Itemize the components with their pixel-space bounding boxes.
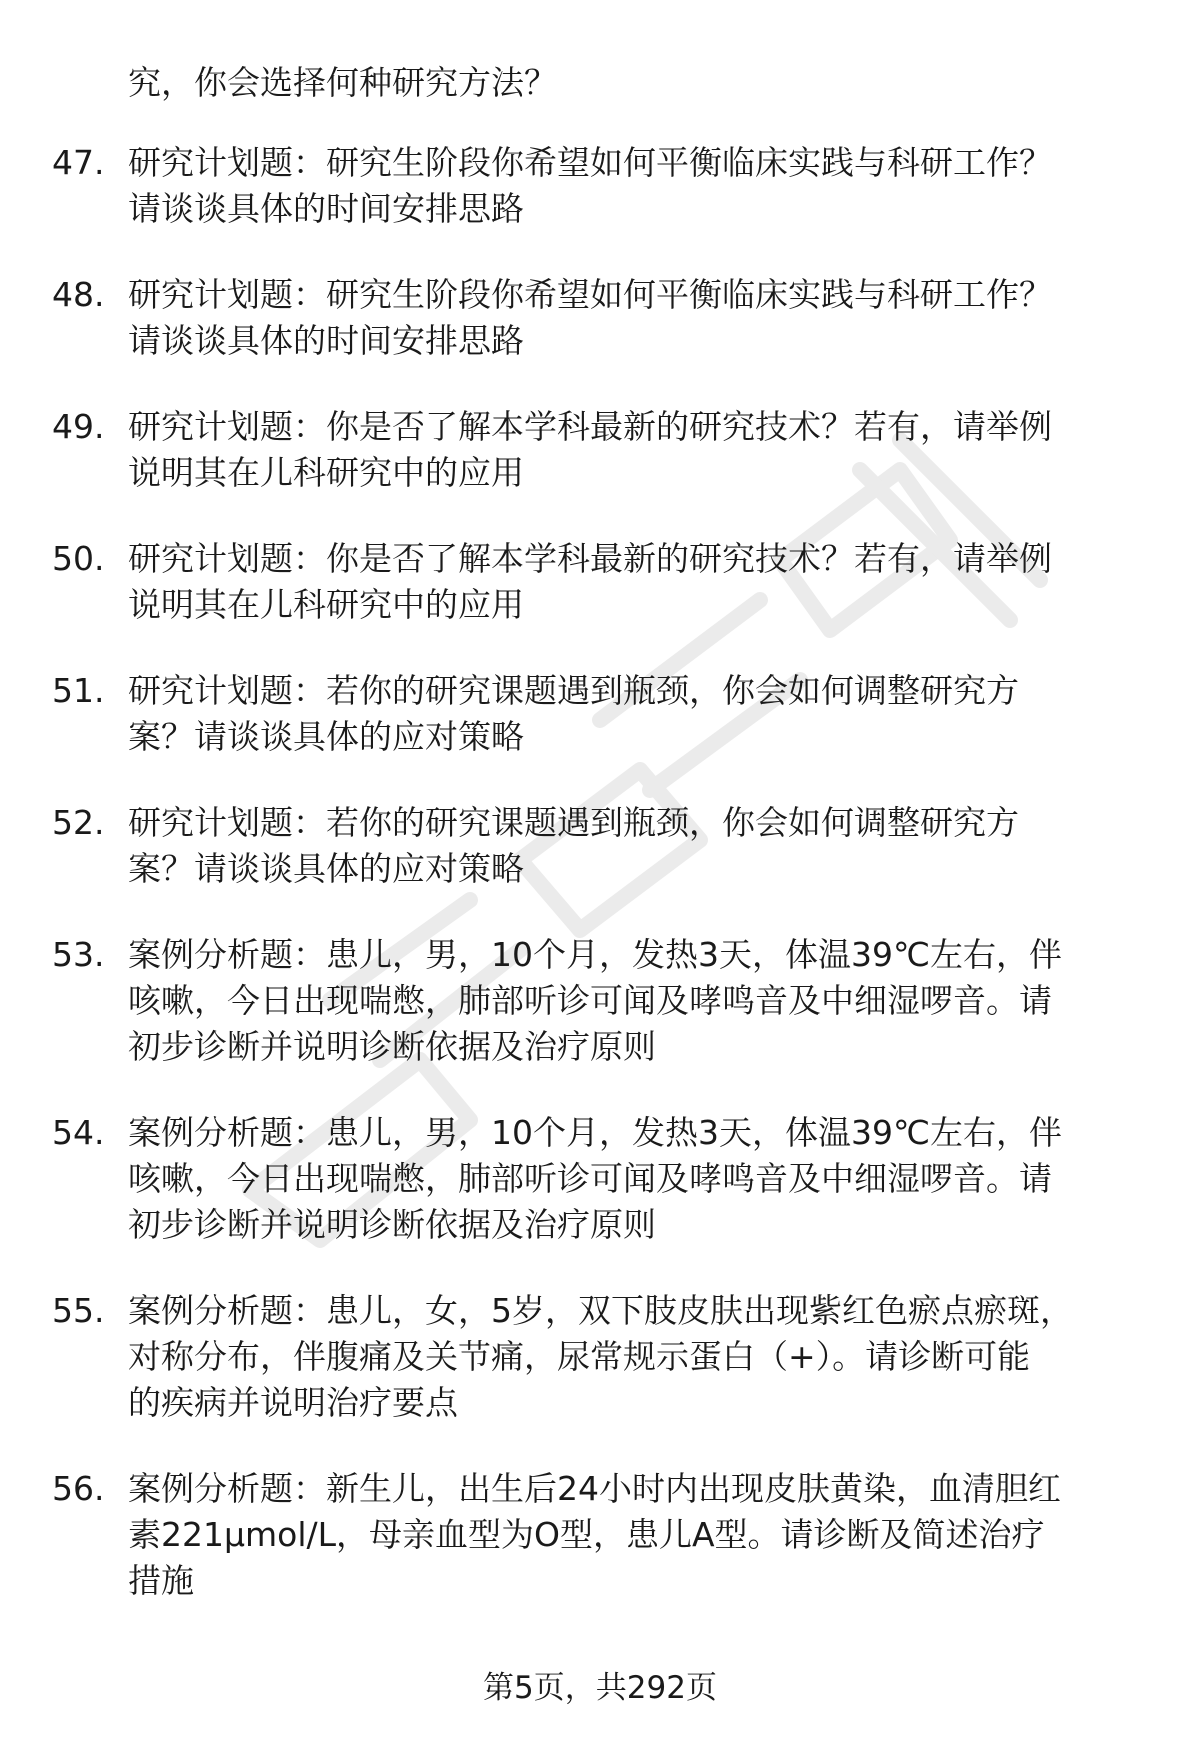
question-text-line: 咳嗽，今日出现喘憋，肺部听诊可闻及哮鸣音及中细湿啰音。请 <box>128 981 1052 1020</box>
question-text-line: 案例分析题：患儿，女，5岁，双下肢皮肤出现紫红色瘀点瘀斑， <box>128 1291 1073 1330</box>
question-text-line: 研究计划题：研究生阶段你希望如何平衡临床实践与科研工作？ <box>128 143 1052 182</box>
question-text <box>128 800 1153 892</box>
question-text <box>128 1288 1153 1426</box>
question-number: 55. <box>52 1291 105 1330</box>
question-text <box>128 272 1153 364</box>
question-number: 51. <box>52 671 105 710</box>
question-text <box>128 668 1153 760</box>
question-text-line: 案例分析题：患儿，男，10个月，发热3天，体温39℃左右，伴 <box>128 1113 1063 1152</box>
question-number: 53. <box>52 935 105 974</box>
question-text-line: 措施 <box>128 1561 194 1600</box>
question-text-line: 的疾病并说明治疗要点 <box>128 1383 458 1422</box>
question-text-line: 咳嗽，今日出现喘憋，肺部听诊可闻及哮鸣音及中细湿啰音。请 <box>128 1159 1052 1198</box>
question-text-line: 案？请谈谈具体的应对策略 <box>128 717 524 756</box>
question-text <box>128 404 1153 496</box>
question-number: 47. <box>52 143 105 182</box>
question-number: 48. <box>52 275 105 314</box>
question-text-line: 研究计划题：研究生阶段你希望如何平衡临床实践与科研工作？ <box>128 275 1052 314</box>
question-text-line: 说明其在儿科研究中的应用 <box>128 585 524 624</box>
question-text-line: 素221μmol/L，母亲血型为O型，患儿A型。请诊断及简述治疗 <box>128 1515 1045 1554</box>
question-text-line: 研究计划题：若你的研究课题遇到瓶颈，你会如何调整研究方 <box>128 671 1019 710</box>
question-text-line: 案例分析题：患儿，男，10个月，发热3天，体温39℃左右，伴 <box>128 935 1063 974</box>
question-text <box>128 140 1153 232</box>
question-text-line: 对称分布，伴腹痛及关节痛，尿常规示蛋白（+）。请诊断可能 <box>128 1337 1031 1376</box>
question-text-line: 初步诊断并说明诊断依据及治疗原则 <box>128 1027 656 1066</box>
question-number: 54. <box>52 1113 105 1152</box>
question-text-line: 案？请谈谈具体的应对策略 <box>128 849 524 888</box>
question-text-line: 初步诊断并说明诊断依据及治疗原则 <box>128 1205 656 1244</box>
question-text-line: 研究计划题：若你的研究课题遇到瓶颈，你会如何调整研究方 <box>128 803 1019 842</box>
question-text-line: 请谈谈具体的时间安排思路 <box>128 189 524 228</box>
question-text <box>128 1110 1153 1248</box>
question-text <box>128 1466 1153 1604</box>
question-text <box>128 536 1153 628</box>
continuation-text: 究，你会选择何种研究方法？ <box>128 63 557 102</box>
question-text-line: 研究计划题：你是否了解本学科最新的研究技术？若有，请举例 <box>128 539 1052 578</box>
question-text-line: 案例分析题：新生儿，出生后24小时内出现皮肤黄染，血清胆红 <box>128 1469 1061 1508</box>
page-footer: 第5页，共292页 <box>483 1670 717 1706</box>
question-number: 56. <box>52 1469 105 1508</box>
question-number: 49. <box>52 407 105 446</box>
question-number: 50. <box>52 539 105 578</box>
question-text-line: 说明其在儿科研究中的应用 <box>128 453 524 492</box>
question-text-line: 研究计划题：你是否了解本学科最新的研究技术？若有，请举例 <box>128 407 1052 446</box>
question-number: 52. <box>52 803 105 842</box>
question-text <box>128 932 1153 1070</box>
question-text-line: 请谈谈具体的时间安排思路 <box>128 321 524 360</box>
